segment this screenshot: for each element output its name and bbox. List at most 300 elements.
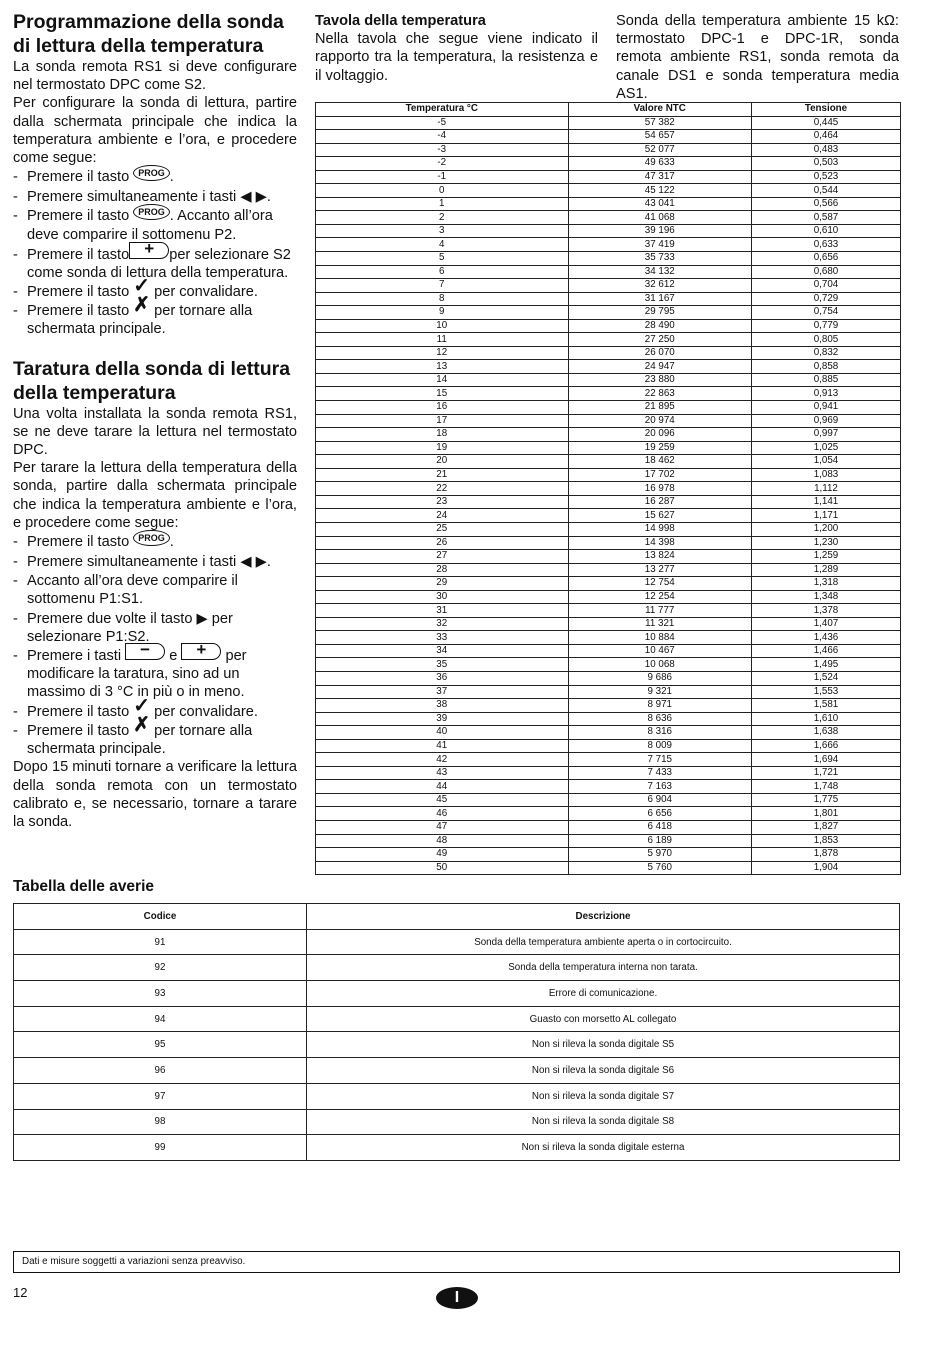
- ntc-value-cell: 49 633: [568, 157, 751, 171]
- table-row: [316, 143, 901, 157]
- table-row: [14, 929, 900, 955]
- voltage-cell: 1,748: [751, 780, 900, 794]
- table-row: [316, 197, 901, 211]
- ntc-value-cell: 8 316: [568, 726, 751, 740]
- error-code-cell: 91: [14, 929, 307, 955]
- temperature-cell: 7: [316, 279, 569, 293]
- ntc-value-cell: 9 321: [568, 685, 751, 699]
- voltage-cell: 0,523: [751, 170, 900, 184]
- voltage-cell: 1,378: [751, 604, 900, 618]
- voltage-cell: 0,566: [751, 197, 900, 211]
- table-row: [14, 1083, 900, 1109]
- voltage-cell: 0,445: [751, 116, 900, 130]
- voltage-cell: 1,025: [751, 441, 900, 455]
- cal-section-title: Taratura della sonda di lettura della temperatura: [13, 357, 291, 404]
- error-header-code: Codice: [14, 904, 307, 930]
- table-row: [316, 292, 901, 306]
- temperature-cell: 4: [316, 238, 569, 252]
- ntc-value-cell: 11 321: [568, 617, 751, 631]
- temperature-cell: -3: [316, 143, 569, 157]
- voltage-cell: 1,638: [751, 726, 900, 740]
- temperature-cell: -4: [316, 130, 569, 144]
- ntc-header-temperature: Temperatura °C: [316, 103, 569, 117]
- ntc-header-voltage: Tensione: [751, 103, 900, 117]
- table-row: [316, 793, 901, 807]
- voltage-cell: 0,805: [751, 333, 900, 347]
- voltage-cell: 1,259: [751, 550, 900, 564]
- ntc-value-cell: 10 068: [568, 658, 751, 672]
- temperature-cell: 15: [316, 387, 569, 401]
- ntc-value-cell: 23 880: [568, 373, 751, 387]
- table-row: [316, 333, 901, 347]
- temperature-cell: 36: [316, 671, 569, 685]
- table-row: [316, 482, 901, 496]
- voltage-cell: 1,436: [751, 631, 900, 645]
- ntc-value-cell: 7 163: [568, 780, 751, 794]
- table-row: [316, 279, 901, 293]
- ntc-value-cell: 54 657: [568, 130, 751, 144]
- ntc-value-cell: 8 009: [568, 739, 751, 753]
- table-row: [14, 1109, 900, 1135]
- temperature-cell: 43: [316, 766, 569, 780]
- temperature-cell: 49: [316, 848, 569, 862]
- temperature-cell: 10: [316, 319, 569, 333]
- temperature-cell: 46: [316, 807, 569, 821]
- table-row: [316, 861, 901, 875]
- cal-step: - Accanto all’ora deve comparire il sottomenu P1:S1.: [13, 572, 297, 608]
- table-row: [316, 658, 901, 672]
- error-description-cell: Non si rileva la sonda digitale S8: [307, 1109, 900, 1135]
- temperature-table-intro: [315, 12, 598, 85]
- error-description-cell: Sonda della temperatura interna non tarata.: [307, 955, 900, 981]
- table-row: [316, 726, 901, 740]
- table-row: [316, 753, 901, 767]
- table-row: [14, 1135, 900, 1161]
- temperature-cell: 41: [316, 739, 569, 753]
- ntc-value-cell: 57 382: [568, 116, 751, 130]
- temperature-cell: 48: [316, 834, 569, 848]
- voltage-cell: 0,997: [751, 428, 900, 442]
- error-description-cell: Non si rileva la sonda digitale S6: [307, 1058, 900, 1084]
- ntc-value-cell: 17 702: [568, 468, 751, 482]
- table-row: [316, 441, 901, 455]
- ntc-value-cell: 31 167: [568, 292, 751, 306]
- table-row: [316, 387, 901, 401]
- table-row: [316, 211, 901, 225]
- ntc-value-cell: 15 627: [568, 509, 751, 523]
- temperature-cell: 45: [316, 793, 569, 807]
- voltage-cell: 1,171: [751, 509, 900, 523]
- ntc-value-cell: 7 715: [568, 753, 751, 767]
- voltage-cell: 1,289: [751, 563, 900, 577]
- table-row: [14, 955, 900, 981]
- temperature-cell: 27: [316, 550, 569, 564]
- ntc-value-cell: 5 760: [568, 861, 751, 875]
- ntc-value-cell: 5 970: [568, 848, 751, 862]
- voltage-cell: 0,729: [751, 292, 900, 306]
- temperature-cell: 34: [316, 644, 569, 658]
- error-description-cell: Errore di comunicazione.: [307, 981, 900, 1007]
- prog-instructions-paragraph: Per configurare la sonda di lettura, partire dalla schermata principale che indica la temperatura ambiente e l’ora, e procedere come segue:: [13, 95, 297, 167]
- temperature-cell: 39: [316, 712, 569, 726]
- voltage-cell: 1,775: [751, 793, 900, 807]
- table-row: [316, 428, 901, 442]
- temperature-cell: 38: [316, 699, 569, 713]
- temperature-cell: 42: [316, 753, 569, 767]
- table-row: [316, 563, 901, 577]
- checkmark-icon: ✓: [133, 275, 151, 298]
- error-header-description: Descrizione: [307, 904, 900, 930]
- voltage-cell: 0,587: [751, 211, 900, 225]
- voltage-cell: 0,754: [751, 306, 900, 320]
- temperature-cell: 1: [316, 197, 569, 211]
- ntc-value-cell: 24 947: [568, 360, 751, 374]
- temperature-cell: 11: [316, 333, 569, 347]
- ntc-value-cell: 32 612: [568, 279, 751, 293]
- cal-step: - Premere il tasto ✗ per tornare alla schermata principale.: [13, 722, 297, 758]
- ntc-value-cell: 6 656: [568, 807, 751, 821]
- temperature-cell: 28: [316, 563, 569, 577]
- table-row: [316, 577, 901, 591]
- error-header-row: [14, 904, 900, 930]
- voltage-cell: 0,704: [751, 279, 900, 293]
- temperature-cell: 18: [316, 428, 569, 442]
- temperature-cell: 0: [316, 184, 569, 198]
- ntc-value-cell: 26 070: [568, 346, 751, 360]
- ntc-value-cell: 21 895: [568, 401, 751, 415]
- temperature-cell: 22: [316, 482, 569, 496]
- voltage-cell: 1,524: [751, 671, 900, 685]
- ntc-value-cell: 41 068: [568, 211, 751, 225]
- error-table-body: [14, 929, 900, 1160]
- temperature-cell: 29: [316, 577, 569, 591]
- table-row: [316, 509, 901, 523]
- cal-step: - Premere due volte il tasto ▶ per selezionare P1:S2.: [13, 610, 297, 646]
- ntc-value-cell: 20 096: [568, 428, 751, 442]
- temperature-cell: 33: [316, 631, 569, 645]
- temperature-cell: 12: [316, 346, 569, 360]
- temperature-cell: 32: [316, 617, 569, 631]
- voltage-cell: 1,666: [751, 739, 900, 753]
- error-code-cell: 92: [14, 955, 307, 981]
- cal-step: - Premere il tasto ✓ per convalidare.: [13, 703, 297, 721]
- ntc-table-body: [316, 116, 901, 875]
- table-row: [316, 170, 901, 184]
- voltage-cell: 0,633: [751, 238, 900, 252]
- temperature-cell: -2: [316, 157, 569, 171]
- ntc-value-cell: 8 636: [568, 712, 751, 726]
- voltage-cell: 0,656: [751, 252, 900, 266]
- cal-final-paragraph: Dopo 15 minuti tornare a verificare la lettura della sonda remota con un termostato calibrato e, se necessario, tornare a tarare la sonda.: [13, 759, 297, 830]
- error-table: [13, 903, 900, 1161]
- voltage-cell: 0,941: [751, 401, 900, 415]
- temperature-cell: 5: [316, 252, 569, 266]
- table-row: [316, 401, 901, 415]
- table-row: [316, 590, 901, 604]
- ntc-value-cell: 37 419: [568, 238, 751, 252]
- ntc-value-cell: 13 277: [568, 563, 751, 577]
- voltage-cell: 0,544: [751, 184, 900, 198]
- temperature-cell: 35: [316, 658, 569, 672]
- plus-key-icon: +: [181, 643, 221, 660]
- error-description-cell: Non si rileva la sonda digitale S7: [307, 1083, 900, 1109]
- ntc-value-cell: 7 433: [568, 766, 751, 780]
- temperature-cell: 25: [316, 522, 569, 536]
- ntc-value-cell: 16 287: [568, 495, 751, 509]
- prog-step: - Premere il tasto ✗ per tornare alla schermata principale.: [13, 302, 297, 338]
- voltage-cell: 1,083: [751, 468, 900, 482]
- voltage-cell: 1,407: [751, 617, 900, 631]
- error-code-cell: 95: [14, 1032, 307, 1058]
- voltage-cell: 1,827: [751, 820, 900, 834]
- ntc-value-cell: 13 824: [568, 550, 751, 564]
- table-row: [316, 373, 901, 387]
- ntc-value-cell: 47 317: [568, 170, 751, 184]
- temperature-cell: 31: [316, 604, 569, 618]
- voltage-cell: 0,858: [751, 360, 900, 374]
- voltage-cell: 0,969: [751, 414, 900, 428]
- ntc-value-cell: 11 777: [568, 604, 751, 618]
- error-table-title: Tabella delle averie: [13, 878, 155, 895]
- voltage-cell: 1,466: [751, 644, 900, 658]
- voltage-cell: 1,610: [751, 712, 900, 726]
- temperature-cell: 9: [316, 306, 569, 320]
- voltage-cell: 0,503: [751, 157, 900, 171]
- left-column: [13, 10, 297, 831]
- error-code-cell: 96: [14, 1058, 307, 1084]
- cal-steps-list: [13, 533, 297, 758]
- table-row: [316, 834, 901, 848]
- ntc-value-cell: 43 041: [568, 197, 751, 211]
- temperature-cell: 6: [316, 265, 569, 279]
- prog-section-title: Programmazione della sonda di lettura della temperatura: [13, 11, 284, 57]
- table-row: [316, 550, 901, 564]
- prog-step: - Premere il tasto PROG .: [13, 168, 297, 187]
- cal-instructions-paragraph: Per tarare la lettura della temperatura della sonda, partire dalla schermata principale che indica la temperatura ambiente e l’ora, e procedere come segue:: [13, 460, 297, 531]
- voltage-cell: 1,581: [751, 699, 900, 713]
- error-description-cell: Non si rileva la sonda digitale S5: [307, 1032, 900, 1058]
- table-row: [316, 157, 901, 171]
- table-row: [316, 306, 901, 320]
- prog-step: - Premere il tasto + per selezionare S2 come sonda di lettura della temperatura.: [13, 246, 297, 282]
- ntc-value-cell: 12 754: [568, 577, 751, 591]
- table-row: [316, 848, 901, 862]
- temperature-cell: 23: [316, 495, 569, 509]
- voltage-cell: 0,464: [751, 130, 900, 144]
- ntc-value-cell: 12 254: [568, 590, 751, 604]
- checkmark-icon: ✓: [133, 694, 151, 717]
- ntc-value-cell: 10 884: [568, 631, 751, 645]
- table-row: [316, 184, 901, 198]
- table-row: [316, 414, 901, 428]
- table-row: [316, 604, 901, 618]
- voltage-cell: 1,721: [751, 766, 900, 780]
- table-row: [316, 699, 901, 713]
- temperature-cell: 3: [316, 224, 569, 238]
- table-row: [316, 766, 901, 780]
- table-row: [316, 617, 901, 631]
- voltage-cell: 1,904: [751, 861, 900, 875]
- minus-key-icon: −: [125, 643, 165, 660]
- voltage-cell: 1,200: [751, 522, 900, 536]
- ntc-value-cell: 45 122: [568, 184, 751, 198]
- prog-step: - Premere il tasto ✓ per convalidare.: [13, 283, 297, 301]
- table-row: [14, 1058, 900, 1084]
- voltage-cell: 1,318: [751, 577, 900, 591]
- ntc-value-cell: 9 686: [568, 671, 751, 685]
- ntc-table: [315, 102, 901, 875]
- ntc-header-row: [316, 103, 901, 117]
- voltage-cell: 0,680: [751, 265, 900, 279]
- temperature-cell: 37: [316, 685, 569, 699]
- temperature-cell: 21: [316, 468, 569, 482]
- ntc-value-cell: 14 998: [568, 522, 751, 536]
- table-row: [316, 685, 901, 699]
- voltage-cell: 1,553: [751, 685, 900, 699]
- ntc-value-cell: 27 250: [568, 333, 751, 347]
- table-row: [316, 238, 901, 252]
- error-description-cell: Non si rileva la sonda digitale esterna: [307, 1135, 900, 1161]
- ntc-header-ntc: Valore NTC: [568, 103, 751, 117]
- voltage-cell: 0,913: [751, 387, 900, 401]
- table-row: [316, 455, 901, 469]
- temperature-cell: 16: [316, 401, 569, 415]
- table-row: [14, 981, 900, 1007]
- ntc-value-cell: 6 418: [568, 820, 751, 834]
- temperature-cell: 2: [316, 211, 569, 225]
- calibration-section: [13, 357, 297, 831]
- temperature-cell: 26: [316, 536, 569, 550]
- disclaimer-box: Dati e misure soggetti a variazioni senza preavviso.: [13, 1251, 900, 1273]
- temperature-cell: -5: [316, 116, 569, 130]
- ntc-value-cell: 34 132: [568, 265, 751, 279]
- temperature-cell: 17: [316, 414, 569, 428]
- error-code-cell: 99: [14, 1135, 307, 1161]
- voltage-cell: 1,348: [751, 590, 900, 604]
- plus-key-icon: +: [129, 242, 169, 259]
- prog-key-icon: PROG: [133, 204, 170, 220]
- temp-table-description: Nella tavola che segue viene indicato il rapporto tra la temperatura, la resistenza e il voltaggio.: [315, 31, 598, 84]
- temperature-cell: 50: [316, 861, 569, 875]
- table-row: [316, 536, 901, 550]
- table-row: [316, 644, 901, 658]
- table-row: [14, 1006, 900, 1032]
- voltage-cell: 0,779: [751, 319, 900, 333]
- table-row: [316, 130, 901, 144]
- temp-table-title: Tavola della temperatura: [315, 13, 486, 29]
- temperature-cell: 40: [316, 726, 569, 740]
- ntc-value-cell: 52 077: [568, 143, 751, 157]
- table-row: [316, 265, 901, 279]
- temperature-cell: 19: [316, 441, 569, 455]
- ntc-value-cell: 29 795: [568, 306, 751, 320]
- temperature-cell: 14: [316, 373, 569, 387]
- table-row: [316, 468, 901, 482]
- voltage-cell: 1,853: [751, 834, 900, 848]
- cal-intro-paragraph: Una volta installata la sonda remota RS1, se ne deve tarare la lettura nel termostato DPC.: [13, 405, 297, 459]
- voltage-cell: 1,495: [751, 658, 900, 672]
- table-row: [316, 224, 901, 238]
- ntc-value-cell: 39 196: [568, 224, 751, 238]
- voltage-cell: 1,054: [751, 455, 900, 469]
- table-row: [316, 820, 901, 834]
- temperature-cell: 24: [316, 509, 569, 523]
- ntc-value-cell: 20 974: [568, 414, 751, 428]
- table-row: [316, 495, 901, 509]
- ntc-value-cell: 6 904: [568, 793, 751, 807]
- table-row: [316, 780, 901, 794]
- voltage-cell: 1,230: [751, 536, 900, 550]
- voltage-cell: 1,801: [751, 807, 900, 821]
- voltage-cell: 1,112: [751, 482, 900, 496]
- ntc-value-cell: 6 189: [568, 834, 751, 848]
- temperature-cell: 8: [316, 292, 569, 306]
- table-row: [316, 522, 901, 536]
- voltage-cell: 1,878: [751, 848, 900, 862]
- table-row: [316, 712, 901, 726]
- error-description-cell: Sonda della temperatura ambiente aperta o in cortocircuito.: [307, 929, 900, 955]
- ntc-value-cell: 18 462: [568, 455, 751, 469]
- error-code-cell: 94: [14, 1006, 307, 1032]
- table-row: [316, 252, 901, 266]
- voltage-cell: 0,610: [751, 224, 900, 238]
- temperature-cell: 44: [316, 780, 569, 794]
- cal-step: - Premere il tasto PROG .: [13, 533, 297, 552]
- temperature-cell: 13: [316, 360, 569, 374]
- page-number: 12: [13, 1285, 28, 1300]
- ntc-value-cell: 10 467: [568, 644, 751, 658]
- prog-key-icon: PROG: [133, 165, 170, 181]
- table-row: [316, 319, 901, 333]
- cross-icon: ✗: [133, 713, 151, 736]
- table-row: [316, 807, 901, 821]
- ntc-value-cell: 14 398: [568, 536, 751, 550]
- temperature-cell: 20: [316, 455, 569, 469]
- prog-steps-list: [13, 168, 297, 338]
- cross-icon: ✗: [133, 294, 151, 317]
- table-row: [316, 671, 901, 685]
- prog-step: - Premere simultaneamente i tasti ◀ ▶.: [13, 188, 297, 206]
- error-code-cell: 97: [14, 1083, 307, 1109]
- error-code-cell: 93: [14, 981, 307, 1007]
- ntc-value-cell: 22 863: [568, 387, 751, 401]
- ntc-value-cell: 28 490: [568, 319, 751, 333]
- table-row: [316, 739, 901, 753]
- prog-key-icon: PROG: [133, 530, 170, 546]
- cal-step: - Premere i tasti − e + per modificare la taratura, sino ad un massimo di 3 °C in più o in meno.: [13, 647, 297, 702]
- ntc-value-cell: 8 971: [568, 699, 751, 713]
- language-badge: I: [436, 1287, 478, 1309]
- voltage-cell: 0,832: [751, 346, 900, 360]
- voltage-cell: 1,694: [751, 753, 900, 767]
- temperature-cell: 30: [316, 590, 569, 604]
- prog-step: - Premere il tasto PROG . Accanto all’ora deve comparire il sottomenu P2.: [13, 207, 297, 244]
- table-row: [316, 346, 901, 360]
- temperature-cell: 47: [316, 820, 569, 834]
- temperature-cell: -1: [316, 170, 569, 184]
- table-row: [316, 631, 901, 645]
- cal-step: - Premere simultaneamente i tasti ◀ ▶.: [13, 553, 297, 571]
- table-row: [14, 1032, 900, 1058]
- table-row: [316, 360, 901, 374]
- prog-intro-paragraph: La sonda remota RS1 si deve configurare nel termostato DPC come S2.: [13, 59, 297, 94]
- voltage-cell: 0,483: [751, 143, 900, 157]
- error-code-cell: 98: [14, 1109, 307, 1135]
- voltage-cell: 0,885: [751, 373, 900, 387]
- ntc-value-cell: 16 978: [568, 482, 751, 496]
- error-description-cell: Guasto con morsetto AL collegato: [307, 1006, 900, 1032]
- ntc-value-cell: 35 733: [568, 252, 751, 266]
